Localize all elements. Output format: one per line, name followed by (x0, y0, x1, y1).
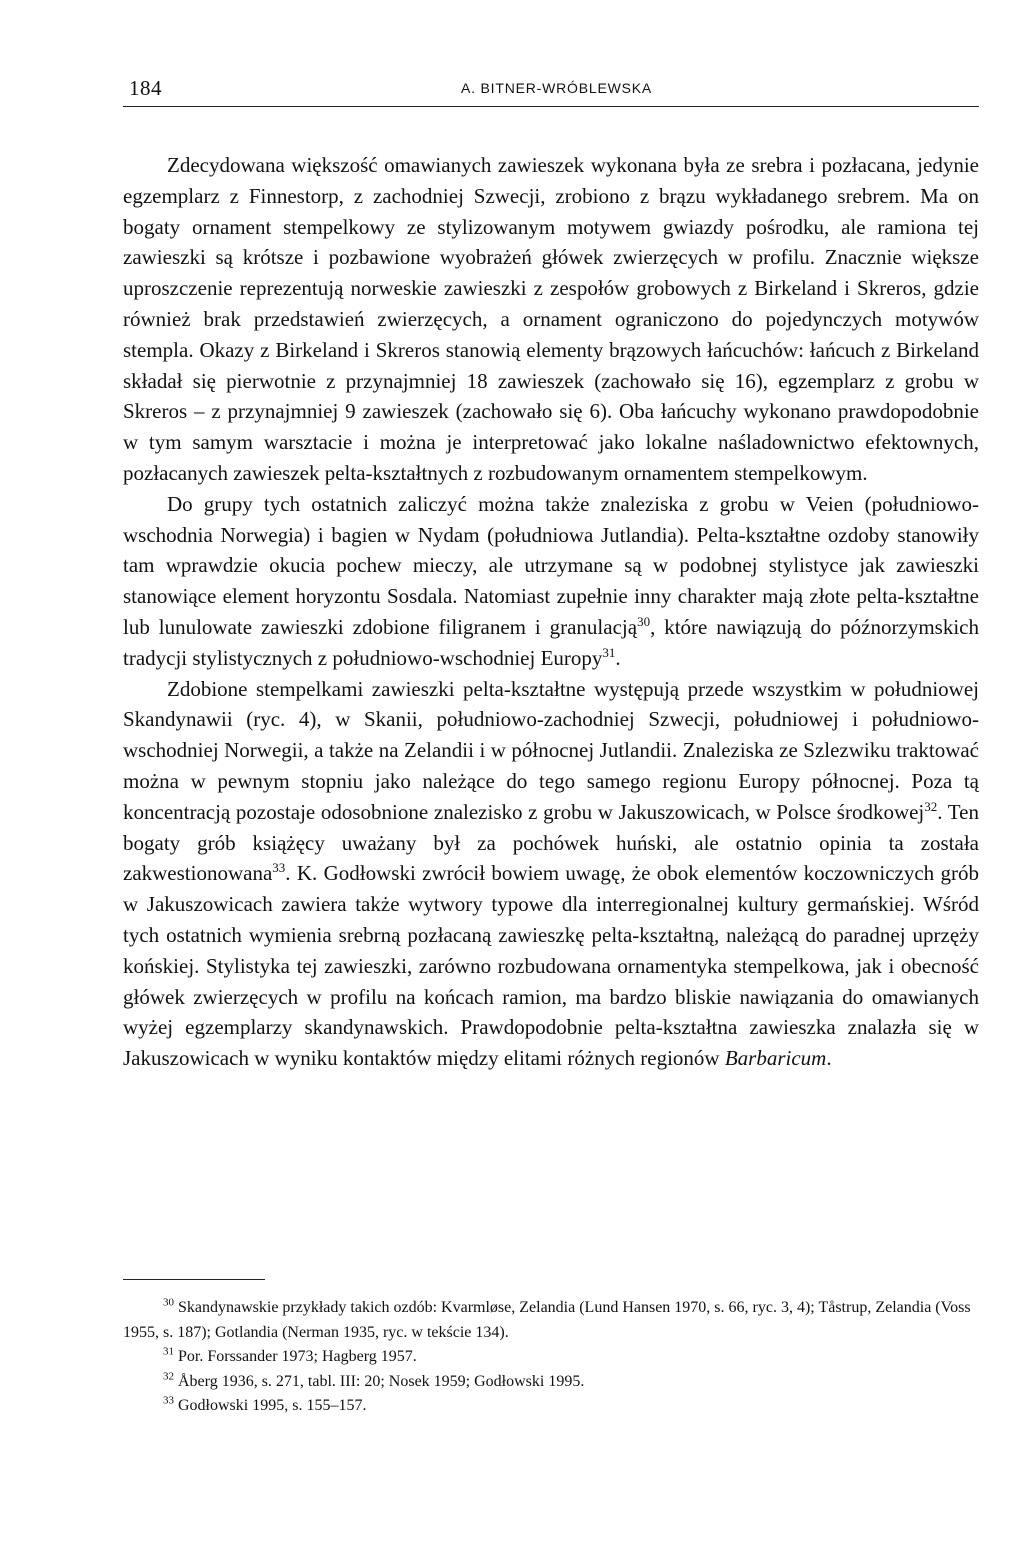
footnote-divider (123, 1279, 265, 1280)
footnote-31 (123, 1345, 979, 1370)
footnote-text: Por. Forssander 1973; Hagberg 1957. (174, 1348, 417, 1366)
footnote-text: Godłowski 1995, s. 155–157. (174, 1397, 367, 1415)
running-header (123, 72, 979, 107)
paragraph-3 (123, 674, 979, 1074)
footnote-number: 30 (163, 1296, 174, 1309)
footnote-ref-32[interactable]: 32 (924, 798, 938, 814)
paragraph-3-text-b: . Ten bogaty grób książęcy uważany był za pochówek huński, ale ostatnio opinia ta została zakwestionowana (123, 799, 979, 886)
page-number: 184 (129, 76, 162, 100)
italic-term: Barbaricum (724, 1046, 827, 1071)
footnote-33 (123, 1394, 979, 1419)
document-page (123, 0, 979, 1549)
paragraph-3-text-c: . K. Godłowski zwrócił bowiem uwagę, że obok elementów koczowniczych grób w Jakuszowicach zawiera także wytwory typowe dla interregionalnej kultury germańskiej. Wśród tych ostatnich wymienia srebrną pozłacaną zawieszkę pelta-kształtną, należącą do paradnej uprzęży końskiej. Stylistyka tej zawieszki, zarówno rozbudowana ornamentyka stempelkowa, jak i obecność główek zwierzęcych w profilu na końcach ramion, ma bardzo bliskie nawiązania do omawianych wyżej egzemplarzy skandynawskich. Prawdopodobnie pelta-kształtna zawieszka znalazła się w Jakuszowicach w wyniku kontaktów między elitami różnych regionów (123, 861, 979, 1071)
paragraph-2-text-b: , które nawiązują do późnorzymskich tradycji stylistycznych z południowo-wschodniej Europy (123, 614, 979, 670)
paragraph-3-text-a: Zdobione stempelkami zawieszki pelta-kształtne występują przede wszystkim w południowej Skandynawii (ryc. 4), w Skanii, południowo-zachodniej Szwecji, południowej i południowo-wschodniej Norwegii, a także na Zelandii i w północnej Jutlandii. Znaleziska ze Szlezwiku traktować można w pewnym stopniu jako należące do tego samego regionu Europy północnej. Poza tą koncentracją pozostaje odosobnione znalezisko z grobu w Jakuszowicach, w Polsce środkowej (123, 676, 979, 824)
footnote-text: Åberg 1936, s. 271, tabl. III: 20; Nosek 1959; Godłowski 1995. (174, 1372, 585, 1390)
footnote-text: Skandynawskie przykłady takich ozdób: Kvarmløse, Zelandia (Lund Hansen 1970, s. 66, ryc. 3, 4); Tåstrup, Zelandia (Voss 1955, s. 187); Gotlandia (Nerman 1935, ryc. w tekście 134). (123, 1299, 971, 1341)
paragraph-1 (123, 150, 979, 489)
footnote-number: 32 (163, 1370, 174, 1383)
footnote-ref-31[interactable]: 31 (602, 644, 616, 660)
paragraph-2 (123, 489, 979, 674)
paragraph-3-text-d: . (826, 1046, 832, 1071)
paragraph-2-text-c: . (615, 645, 621, 670)
footnote-number: 33 (163, 1395, 174, 1408)
paragraph-1-text: Zdecydowana większość omawianych zawieszek wykonana była ze srebra i pozłacana, jedynie egzemplarz z Finnestorp, z zachodniej Szwecji, zrobiono z brązu wykładanego srebrem. Ma on bogaty ornament stempelkowy ze stylizowanym motywem gwiazdy pośrodku, ale ramiona tej zawieszki są krótsze i pozbawione wyobrażeń główek zwierzęcych w profilu. Znacznie większe uproszczenie reprezentują norweskie zawieszki z zespołów grobowych z Birkeland i Skreros, gdzie również brak przedstawień zwierzęcych, a ornament ograniczono do pojedynczych motywów stempla. Okazy z Birkeland i Skreros stanowią elementy brązowych łańcuchów: łańcuch z Birkeland składał się pierwotnie z przynajmniej 18 zawieszek (zachowało się 16), egzemplarz z grobu w Skreros – z przynajmniej 9 zawieszek (zachowało się 6). Oba łańcuchy wykonano prawdopodobnie w tym samym warsztacie i można je interpretować jako lokalne naśladownictwo efektownych, pozłacanych zawieszek pelta-kształtnych z rozbudowanym ornamentem stempelkowym. (123, 153, 979, 485)
body-text (123, 150, 979, 1074)
footnote-number: 31 (163, 1345, 174, 1358)
footnote-ref-30[interactable]: 30 (637, 613, 651, 629)
footnote-32 (123, 1370, 979, 1395)
footnote-ref-33[interactable]: 33 (272, 860, 286, 876)
paragraph-2-text-a: Do grupy tych ostatnich zaliczyć można także znaleziska z grobu w Veien (południowo-wschodnia Norwegia) i bagien w Nydam (południowa Jutlandia). Pelta-kształtne ozdoby stanowiły tam wprawdzie okucia pochew mieczy, ale utrzymane są w podobnej stylistyce jak zawieszki stanowiące element horyzontu Sosdala. Natomiast zupełnie inny charakter mają złote pelta-kształtne lub lunulowate zawieszki zdobione filigranem i granulacją (123, 491, 979, 639)
footnotes (123, 1296, 979, 1419)
running-title: A. BITNER-WRÓBLEWSKA (461, 80, 653, 96)
footnote-30 (123, 1296, 979, 1345)
